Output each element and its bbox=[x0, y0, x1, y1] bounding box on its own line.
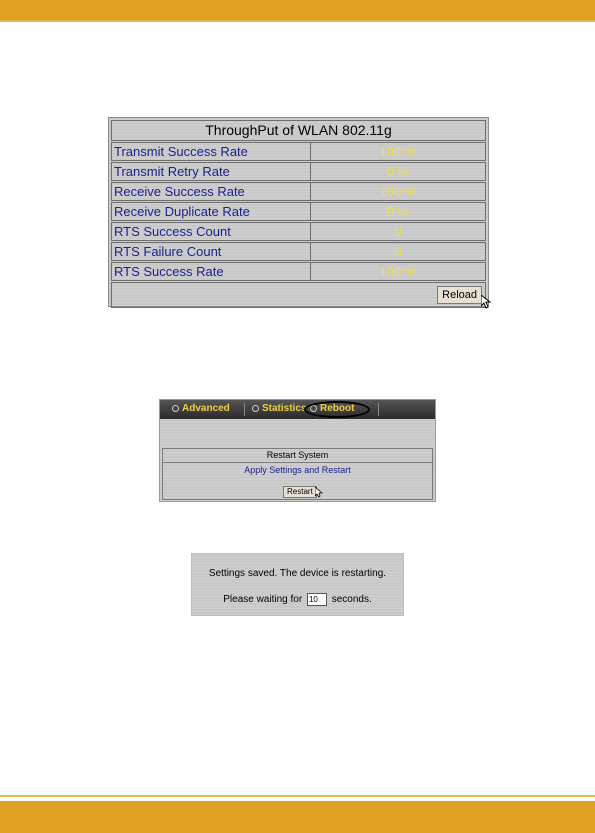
table-row bbox=[111, 202, 486, 221]
row-label: Transmit Success Rate bbox=[111, 142, 311, 161]
throughput-panel bbox=[108, 117, 489, 307]
row-label: Receive Duplicate Rate bbox=[111, 202, 311, 221]
throughput-title: ThroughPut of WLAN 802.11g bbox=[111, 120, 486, 141]
row-label: Receive Success Rate bbox=[111, 182, 311, 201]
restart-button[interactable]: Restart bbox=[283, 486, 317, 498]
countdown-field: 10 bbox=[307, 593, 327, 606]
row-value: 100 % bbox=[311, 262, 486, 281]
mouse-cursor-icon bbox=[315, 487, 323, 498]
settings-saved-panel bbox=[191, 553, 404, 616]
countdown-prefix: Please waiting for bbox=[223, 594, 303, 606]
mouse-cursor-icon bbox=[481, 295, 491, 309]
tab-divider bbox=[378, 403, 379, 416]
tab-advanced[interactable] bbox=[172, 403, 230, 414]
throughput-table bbox=[111, 120, 486, 308]
row-label: RTS Success Count bbox=[111, 222, 311, 241]
row-value: 0 bbox=[311, 222, 486, 241]
reboot-panel bbox=[159, 399, 436, 502]
tab-statistics[interactable] bbox=[252, 403, 306, 414]
countdown-suffix: seconds. bbox=[331, 594, 372, 606]
tab-label: Advanced bbox=[182, 403, 230, 414]
bottom-band-line bbox=[0, 795, 595, 797]
countdown-line bbox=[192, 593, 403, 606]
tab-bullet-icon bbox=[252, 405, 259, 412]
tab-bullet-icon bbox=[172, 405, 179, 412]
restart-message: Settings saved. The device is restarting. bbox=[208, 568, 387, 579]
row-value: 100 % bbox=[311, 142, 486, 161]
row-label: RTS Failure Count bbox=[111, 242, 311, 261]
tab-divider bbox=[244, 403, 245, 416]
row-value: 0 bbox=[311, 242, 486, 261]
row-label: RTS Success Rate bbox=[111, 262, 311, 281]
top-decorative-band bbox=[0, 0, 595, 20]
row-value: 0 % bbox=[311, 162, 486, 181]
reload-button[interactable]: Reload bbox=[437, 286, 482, 304]
top-band-line bbox=[0, 20, 595, 22]
table-row bbox=[111, 262, 486, 281]
table-row bbox=[111, 182, 486, 201]
tab-bar bbox=[160, 400, 435, 419]
table-row bbox=[111, 242, 486, 261]
table-row bbox=[111, 222, 486, 241]
table-row bbox=[111, 142, 486, 161]
row-label: Transmit Retry Rate bbox=[111, 162, 311, 181]
restart-system-title: Restart System bbox=[163, 449, 432, 463]
tab-label: Reboot bbox=[320, 403, 355, 414]
tab-label: Statistics bbox=[262, 403, 307, 414]
table-row bbox=[111, 162, 486, 181]
highlight-ellipse bbox=[304, 401, 370, 418]
row-value: 0 % bbox=[311, 202, 486, 221]
restart-system-subtitle: Apply Settings and Restart bbox=[244, 465, 351, 475]
restart-system-box bbox=[162, 448, 433, 500]
bottom-decorative-band bbox=[0, 801, 595, 833]
table-footer bbox=[111, 282, 486, 308]
row-value: 100 % bbox=[311, 182, 486, 201]
